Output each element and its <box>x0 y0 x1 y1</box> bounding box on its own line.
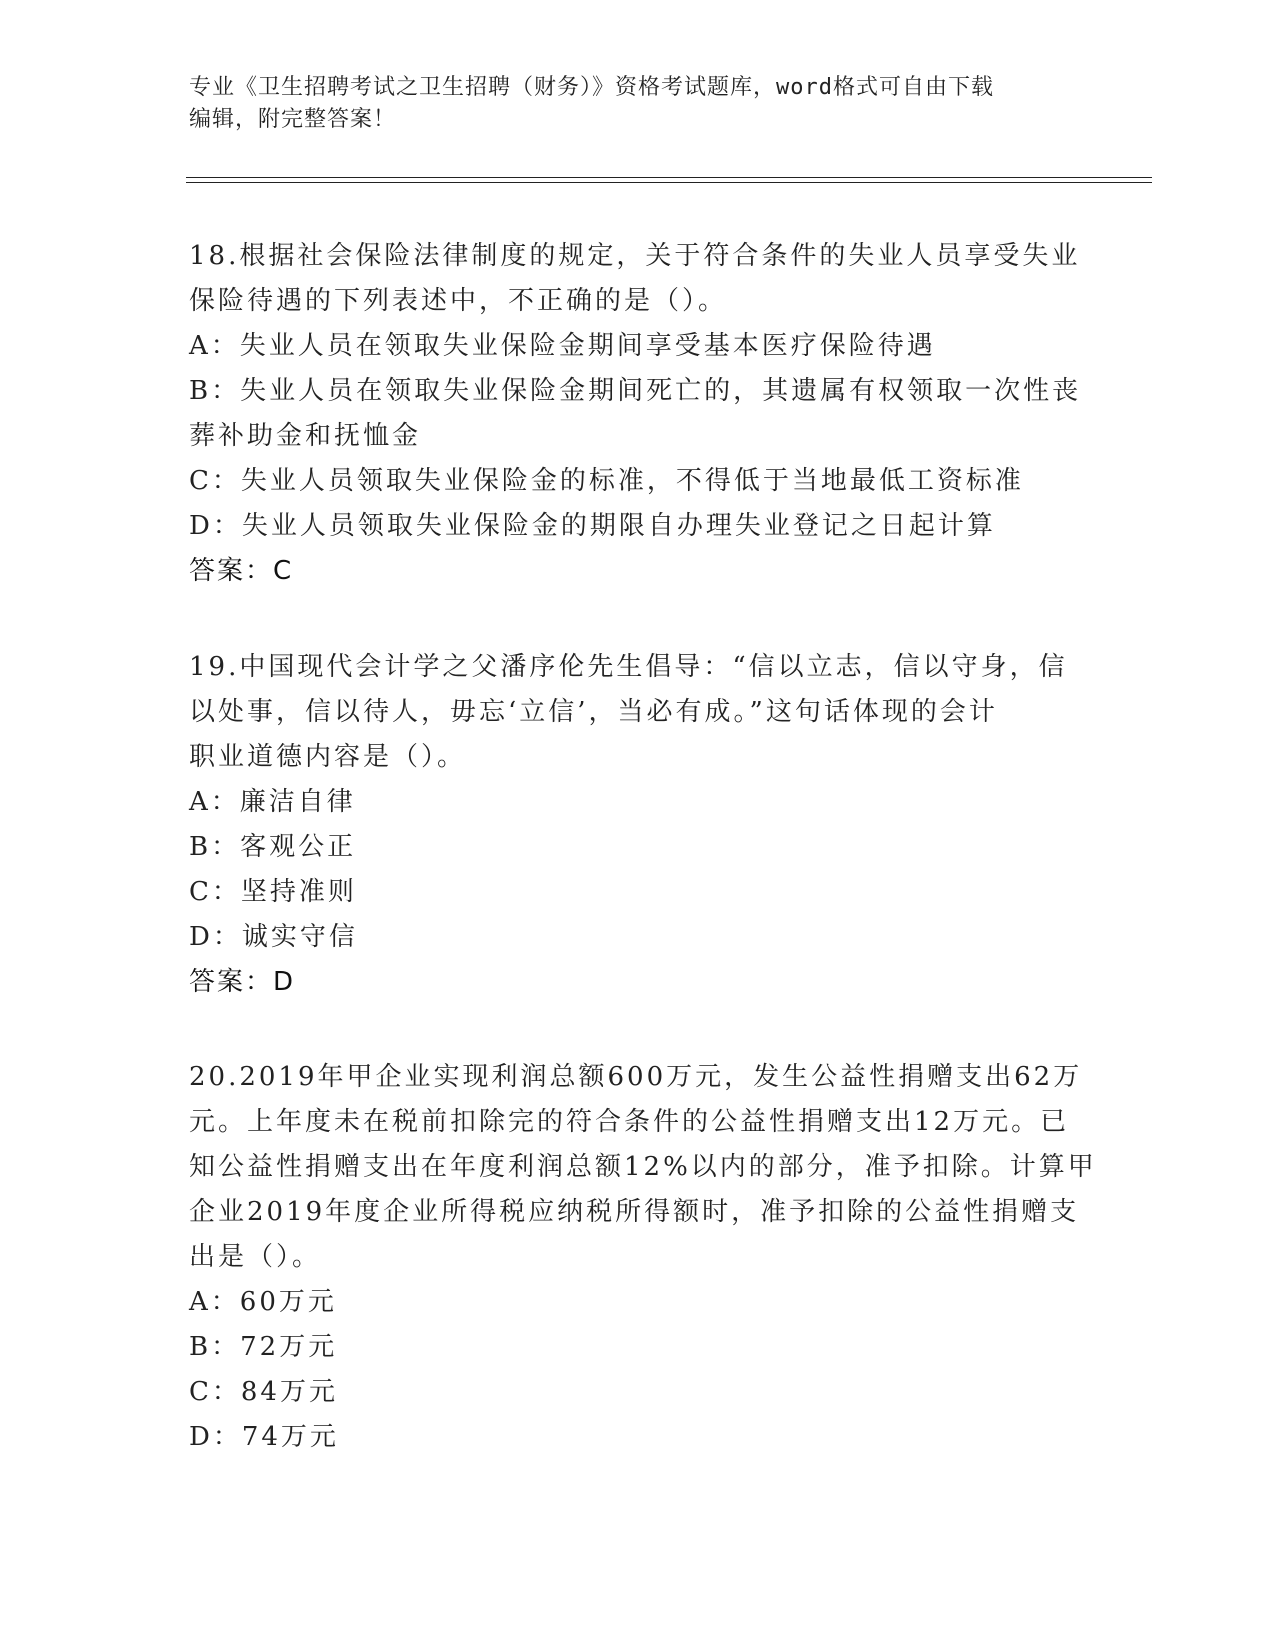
question-stem-line: 19.中国现代会计学之父潘序伦先生倡导：“信以立志，信以守身，信 <box>189 652 1068 682</box>
question-19 <box>189 645 1089 1005</box>
option-b: B：72万元 <box>189 1332 338 1362</box>
question-18 <box>189 234 1089 594</box>
option-d: D：74万元 <box>189 1422 339 1452</box>
option-b-continued: 葬补助金和抚恤金 <box>189 421 422 451</box>
question-stem-line: 18.根据社会保险法律制度的规定，关于符合条件的失业人员享受失业 <box>189 241 1081 271</box>
option-c: C：84万元 <box>189 1377 338 1407</box>
answer-label: 答案：D <box>189 967 296 997</box>
answer-label: 答案：C <box>189 556 294 586</box>
question-stem-line: 20.2019年甲企业实现利润总额600万元，发生公益性捐赠支出62万 <box>189 1062 1083 1092</box>
option-d: D：失业人员领取失业保险金的期限自办理失业登记之日起计算 <box>189 511 996 541</box>
option-a: A：失业人员在领取失业保险金期间享受基本医疗保险待遇 <box>189 331 936 361</box>
question-stem-line: 知公益性捐赠支出在年度利润总额12%以内的部分，准予扣除。计算甲 <box>189 1152 1097 1182</box>
option-c: C：坚持准则 <box>189 877 357 907</box>
header-line-2: 编辑，附完整答案！ <box>189 107 397 132</box>
header-divider-top <box>186 177 1152 178</box>
option-c: C：失业人员领取失业保险金的标准，不得低于当地最低工资标准 <box>189 466 1024 496</box>
question-stem-line: 出是（）。 <box>189 1242 322 1272</box>
option-a: A：廉洁自律 <box>189 787 356 817</box>
option-b: B：客观公正 <box>189 832 357 862</box>
question-stem-line: 元。上年度未在税前扣除完的符合条件的公益性捐赠支出12万元。已 <box>189 1107 1070 1137</box>
question-stem-line: 保险待遇的下列表述中，不正确的是（）。 <box>189 286 728 316</box>
option-d: D：诚实守信 <box>189 922 358 952</box>
question-stem-line: 职业道德内容是（）。 <box>189 742 467 772</box>
question-20 <box>189 1055 1097 1460</box>
header-line-1: 专业《卫生招聘考试之卫生招聘（财务）》资格考试题库，word格式可自由下载 <box>189 75 994 100</box>
option-b: B：失业人员在领取失业保险金期间死亡的，其遗属有权领取一次性丧 <box>189 376 1082 406</box>
option-a: A：60万元 <box>189 1287 337 1317</box>
document-header <box>189 72 1089 136</box>
header-divider-bottom <box>186 182 1152 183</box>
question-stem-line: 以处事，信以待人，毋忘‘立信’，当必有成。”这句话体现的会计 <box>189 697 998 727</box>
question-stem-line: 企业2019年度企业所得税应纳税所得额时，准予扣除的公益性捐赠支 <box>189 1197 1080 1227</box>
